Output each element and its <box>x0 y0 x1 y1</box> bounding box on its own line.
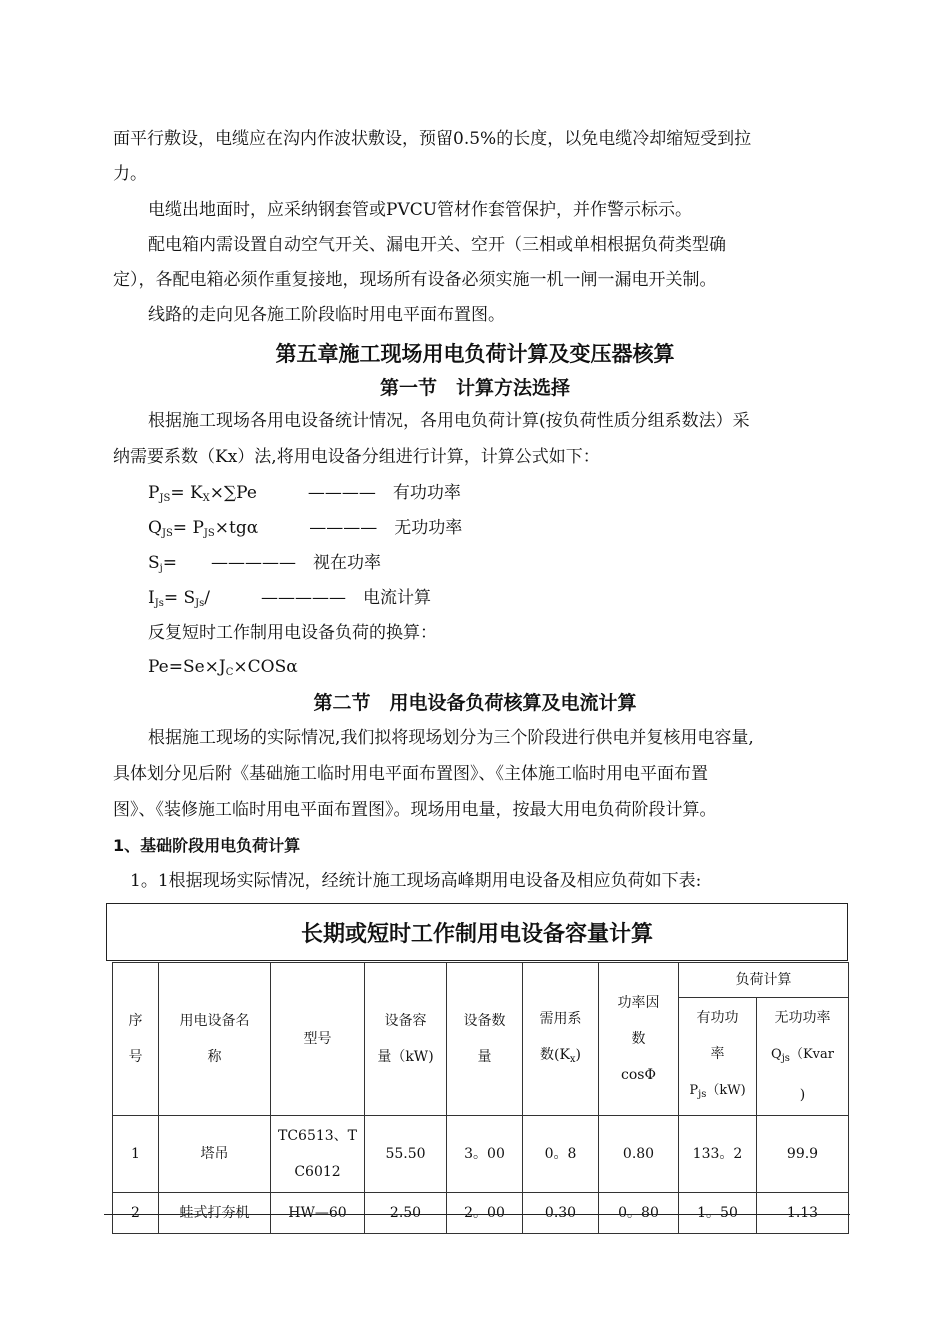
paragraph-line: 电缆出地面时，应采纳钢套管或PVCU管材作套管保护，并作警示标示。 <box>148 200 693 220</box>
formula-active-power: $P_{JS}= K_X\times\sum Pe$ ———— 有功功率 <box>148 483 461 504</box>
cell-model: TC6513、T C6012 <box>271 1116 365 1193</box>
col-active-power: 有功功 率 $P_{js}(kW)$ <box>679 998 757 1116</box>
col-seq: 序 号 <box>113 963 159 1116</box>
paragraph-line: 图》、《装修施工临时用电平面布置图》。现场用电量，按最大用电负荷阶段计算。 <box>113 800 717 820</box>
col-kx: 需用系 数$(K_x)$ <box>523 963 599 1116</box>
paragraph-line: 配电箱内需设置自动空气开关、漏电开关、空开（三相或单相根据负荷类型确 <box>148 235 726 255</box>
cell-count: 2。00 <box>447 1193 523 1234</box>
cell-reactive-power: 99.9 <box>757 1116 849 1193</box>
chapter-title: 第五章施工现场用电负荷计算及变压器核算 <box>275 342 675 366</box>
cell-active-power: 133。2 <box>679 1116 757 1193</box>
table-row <box>113 1193 849 1234</box>
paragraph-line: 反复短时工作制用电设备负荷的换算： <box>148 623 437 643</box>
col-capacity: 设备容 量（kW) <box>365 963 447 1116</box>
paragraph-line: 1。1根据现场实际情况，经统计施工现场高峰期用电设备及相应负荷如下表: <box>130 871 702 891</box>
cell-active-power: 1。50 <box>679 1193 757 1234</box>
paragraph-line: 面平行敷设，电缆应在沟内作波状敷设，预留0.5%的长度，以免电缆冷却缩短受到拉 <box>113 129 752 149</box>
cell-seq: 2 <box>113 1193 159 1234</box>
cell-capacity: 2.50 <box>365 1193 447 1234</box>
cell-name: 蛙式打夯机 <box>159 1193 271 1234</box>
paragraph-line: 线路的走向见各施工阶段临时用电平面布置图。 <box>148 305 505 325</box>
col-model: 型号 <box>271 963 365 1116</box>
cell-kx: 0.30 <box>523 1193 599 1234</box>
cell-pf: 0。80 <box>599 1193 679 1234</box>
col-reactive-power: 无功功率 $Q_{js}(Kvar$ ) <box>757 998 849 1116</box>
col-count: 设备数 量 <box>447 963 523 1116</box>
cell-kx: 0。8 <box>523 1116 599 1193</box>
col-name: 用电设备名 称 <box>159 963 271 1116</box>
formula-apparent-power: $S_j=$ ————— 视在功率 <box>148 553 382 574</box>
formula-conversion: $Pe=Se\times J_C\times COS\alpha$ <box>148 657 298 678</box>
cell-count: 3。00 <box>447 1116 523 1193</box>
table-title: 长期或短时工作制用电设备容量计算 <box>106 903 848 961</box>
paragraph-line: 根据施工现场各用电设备统计情况，各用电负荷计算(按负荷性质分组系数法）采 <box>148 411 750 431</box>
section-title: 第二节 用电设备负荷核算及电流计算 <box>313 692 637 714</box>
cell-capacity: 55.50 <box>365 1116 447 1193</box>
cell-model: HW—60 <box>271 1193 365 1234</box>
formula-current: $I_{Js}= S_{Js}/$ ————— 电流计算 <box>148 588 432 609</box>
table-header-row <box>113 963 849 998</box>
table-row <box>113 1116 849 1193</box>
paragraph-line: 根据施工现场的实际情况,我们拟将现场划分为三个阶段进行供电并复核用电容量, <box>148 728 754 748</box>
cell-reactive-power: 1.13 <box>757 1193 849 1234</box>
paragraph-line: 纳需要系数（Kx）法,将用电设备分组进行计算，计算公式如下： <box>113 447 600 467</box>
subsection-heading: 1、基础阶段用电负荷计算 <box>113 836 301 855</box>
table-bottom-rule <box>104 1214 850 1215</box>
col-power-factor: 功率因 数 cosΦ <box>599 963 679 1116</box>
cell-seq: 1 <box>113 1116 159 1193</box>
paragraph-line: 具体划分见后附《基础施工临时用电平面布置图》、《主体施工临时用电平面布置 <box>113 764 708 784</box>
section-title: 第一节 计算方法选择 <box>379 377 570 399</box>
cell-pf: 0.80 <box>599 1116 679 1193</box>
formula-reactive-power: $Q_{JS}= P_{JS}\times tg\alpha$ ———— 无功功率 <box>148 518 463 539</box>
col-load-group: 负荷计算 <box>679 963 849 998</box>
cell-name: 塔吊 <box>159 1116 271 1193</box>
paragraph-line: 力。 <box>113 164 147 184</box>
capacity-table <box>112 962 849 1234</box>
paragraph-line: 定），各配电箱必须作重复接地，现场所有设备必须实施一机一闸一漏电开关制。 <box>113 270 717 290</box>
